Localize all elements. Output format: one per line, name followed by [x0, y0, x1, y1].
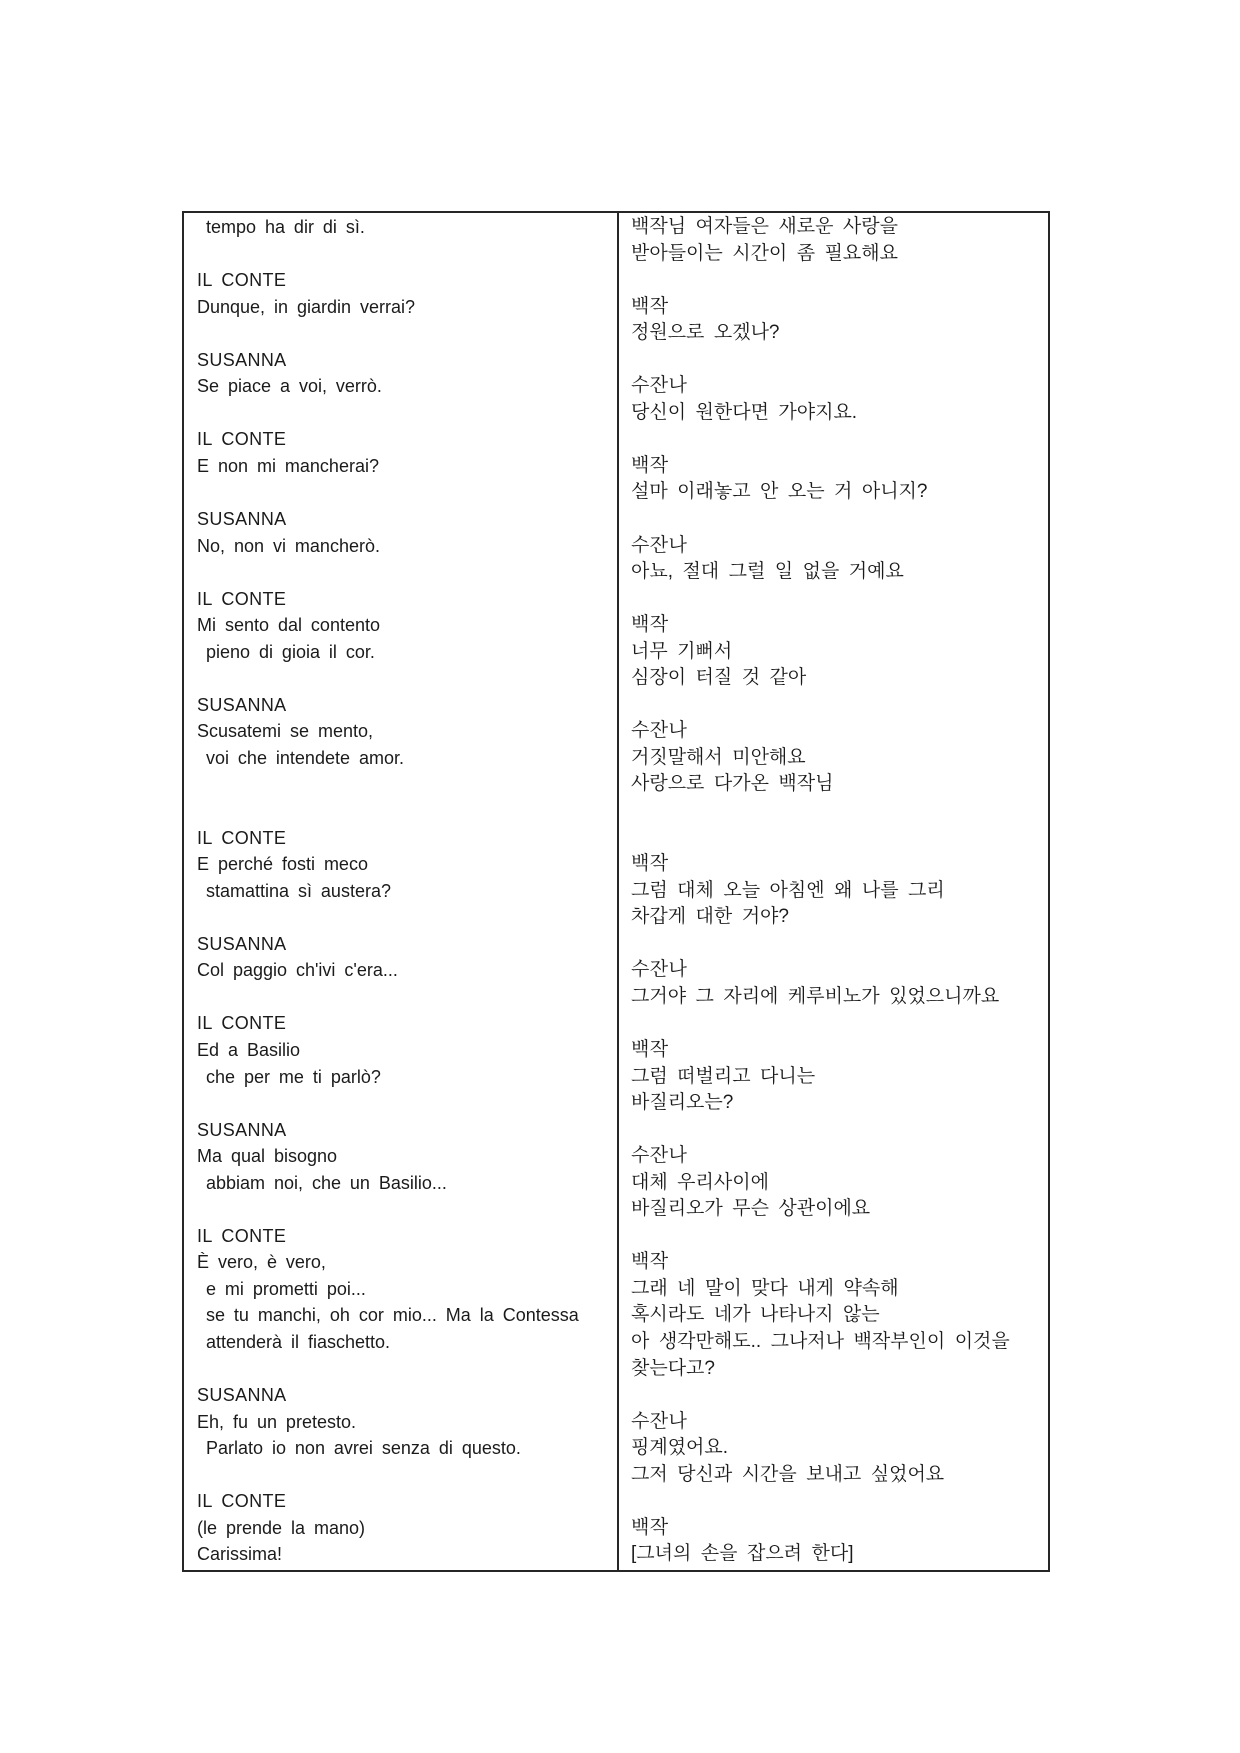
blank-line: [631, 692, 1042, 719]
speaker-name: 백작: [631, 853, 669, 875]
dialogue-line: tempo ha dir di sì.: [197, 217, 365, 237]
speaker-name: IL CONTE: [197, 1491, 287, 1512]
speaker-name: 수잔나: [631, 1145, 688, 1167]
dialogue-line: 차갑게 대한 거야?: [631, 906, 789, 928]
dialogue-line: (le prende la mano): [197, 1517, 365, 1538]
dialogue-line: 바질리오는?: [631, 1092, 734, 1114]
dialogue-line: voi che intendete amor.: [197, 747, 404, 768]
speaker-name: SUSANNA: [197, 509, 287, 530]
dialogue-line: 그럼 떠벌리고 다니는: [631, 1065, 816, 1087]
speaker-name: 백작: [631, 454, 669, 476]
speaker-name: SUSANNA: [197, 1119, 287, 1140]
dialogue-line: 바질리오가 무슨 상관이에요: [631, 1198, 871, 1220]
dialogue-line: pieno di gioia il cor.: [197, 641, 375, 662]
dialogue-line: abbiam noi, che un Basilio...: [197, 1172, 447, 1193]
blank-line: [197, 771, 611, 798]
blank-line: [197, 559, 611, 586]
blank-line: [631, 506, 1042, 533]
dialogue-line: 그저 당신과 시간을 보내고 싶었어요: [631, 1463, 945, 1485]
blank-line: [631, 267, 1042, 294]
speaker-name: IL CONTE: [197, 270, 287, 291]
speaker-name: 수잔나: [631, 375, 688, 397]
speaker-name: SUSANNA: [197, 933, 287, 954]
speaker-name: IL CONTE: [197, 827, 287, 848]
blank-line: [197, 241, 611, 268]
speaker-name: IL CONTE: [197, 1013, 287, 1034]
dialogue-line: 찾는다고?: [631, 1357, 715, 1379]
dialogue-line: [그녀의 손을 잡으려 한다]: [631, 1543, 854, 1565]
blank-line: [197, 984, 611, 1011]
blank-line: [631, 825, 1042, 852]
speaker-name: SUSANNA: [197, 694, 287, 715]
dialogue-line: stamattina sì austera?: [197, 880, 391, 901]
speaker-name: 수잔나: [631, 534, 688, 556]
dialogue-line: Mi sento dal contento: [197, 615, 380, 636]
blank-line: [631, 586, 1042, 613]
speaker-name: 백작: [631, 614, 669, 636]
dialogue-line: 거짓말해서 미안해요: [631, 746, 806, 768]
speaker-name: 백작: [631, 1038, 669, 1060]
dialogue-line: Parlato io non avrei senza di questo.: [197, 1438, 521, 1459]
blank-line: [197, 665, 611, 692]
dialogue-line: 대체 우리사이에: [631, 1171, 769, 1193]
dialogue-line: 그럼 대체 오늘 아침엔 왜 나를 그리: [631, 879, 945, 901]
dialogue-line: No, non vi mancherò.: [197, 535, 380, 556]
dialogue-line: È vero, è vero,: [197, 1252, 326, 1273]
korean-column: [619, 213, 1048, 1570]
blank-line: [631, 347, 1042, 374]
blank-line: [197, 320, 611, 347]
blank-line: [197, 479, 611, 506]
dialogue-line: 너무 기뻐서: [631, 640, 733, 662]
dialogue-line: Dunque, in giardin verrai?: [197, 296, 416, 317]
blank-line: [197, 904, 611, 931]
dialogue-line: Ma qual bisogno: [197, 1146, 338, 1167]
dialogue-line: Se piace a voi, verrò.: [197, 376, 382, 397]
blank-line: [631, 1382, 1042, 1409]
dialogue-line: che per me ti parlò?: [197, 1066, 381, 1087]
speaker-name: 수잔나: [631, 1410, 688, 1432]
dialogue-line: Eh, fu un pretesto.: [197, 1411, 356, 1432]
dialogue-line: 받아들이는 시간이 좀 필요해요: [631, 242, 898, 264]
speaker-name: IL CONTE: [197, 588, 287, 609]
blank-line: [197, 798, 611, 825]
blank-line: [631, 1117, 1042, 1144]
speaker-name: SUSANNA: [197, 349, 287, 370]
dialogue-line: attenderà il fiaschetto.: [197, 1331, 390, 1352]
dialogue-line: E non mi mancherai?: [197, 455, 379, 476]
blank-line: [631, 1010, 1042, 1037]
blank-line: [197, 1462, 611, 1489]
speaker-name: 수잔나: [631, 720, 688, 742]
speaker-name: SUSANNA: [197, 1385, 287, 1406]
blank-line: [197, 1090, 611, 1117]
dialogue-line: 정원으로 오겠나?: [631, 322, 780, 344]
libretto-table: [182, 211, 1050, 1572]
dialogue-line: Carissima!: [197, 1544, 283, 1565]
dialogue-line: 설마 이래놓고 안 오는 거 아니지?: [631, 481, 928, 503]
dialogue-line: 핑계였어요.: [631, 1437, 729, 1459]
dialogue-line: 혹시라도 네가 나타나지 않는: [631, 1304, 880, 1326]
dialogue-line: se tu manchi, oh cor mio... Ma la Contessa: [197, 1305, 579, 1326]
speaker-name: 백작: [631, 1516, 669, 1538]
dialogue-line: E perché fosti meco: [197, 854, 368, 875]
speaker-name: 수잔나: [631, 959, 688, 981]
speaker-name: IL CONTE: [197, 1225, 287, 1246]
dialogue-line: e mi prometti poi...: [197, 1278, 366, 1299]
dialogue-line: 아 생각만해도.. 그나저나 백작부인이 이것을: [631, 1330, 1010, 1352]
dialogue-line: 당신이 원한다면 가야지요.: [631, 401, 858, 423]
dialogue-line: 백작님 여자들은 새로운 사랑을: [631, 216, 898, 237]
dialogue-line: 사랑으로 다가온 백작님: [631, 773, 834, 795]
blank-line: [631, 1488, 1042, 1515]
speaker-name: 백작: [631, 295, 669, 317]
blank-line: [631, 1223, 1042, 1250]
blank-line: [197, 1356, 611, 1383]
blank-line: [197, 1196, 611, 1223]
italian-column: [184, 213, 617, 1570]
dialogue-line: 그래 네 말이 맞다 내게 약속해: [631, 1277, 899, 1299]
dialogue-line: Ed a Basilio: [197, 1039, 300, 1060]
blank-line: [631, 426, 1042, 453]
blank-line: [631, 931, 1042, 958]
dialogue-line: 심장이 터질 것 같아: [631, 667, 807, 689]
speaker-name: IL CONTE: [197, 429, 287, 450]
blank-line: [631, 798, 1042, 825]
blank-line: [197, 400, 611, 427]
dialogue-line: 아뇨, 절대 그럴 일 없을 거예요: [631, 561, 904, 583]
dialogue-line: Scusatemi se mento,: [197, 721, 373, 742]
speaker-name: 백작: [631, 1251, 669, 1273]
dialogue-line: 그거야 그 자리에 케루비노가 있었으니까요: [631, 985, 1000, 1007]
dialogue-line: Col paggio ch'ivi c'era...: [197, 960, 398, 981]
